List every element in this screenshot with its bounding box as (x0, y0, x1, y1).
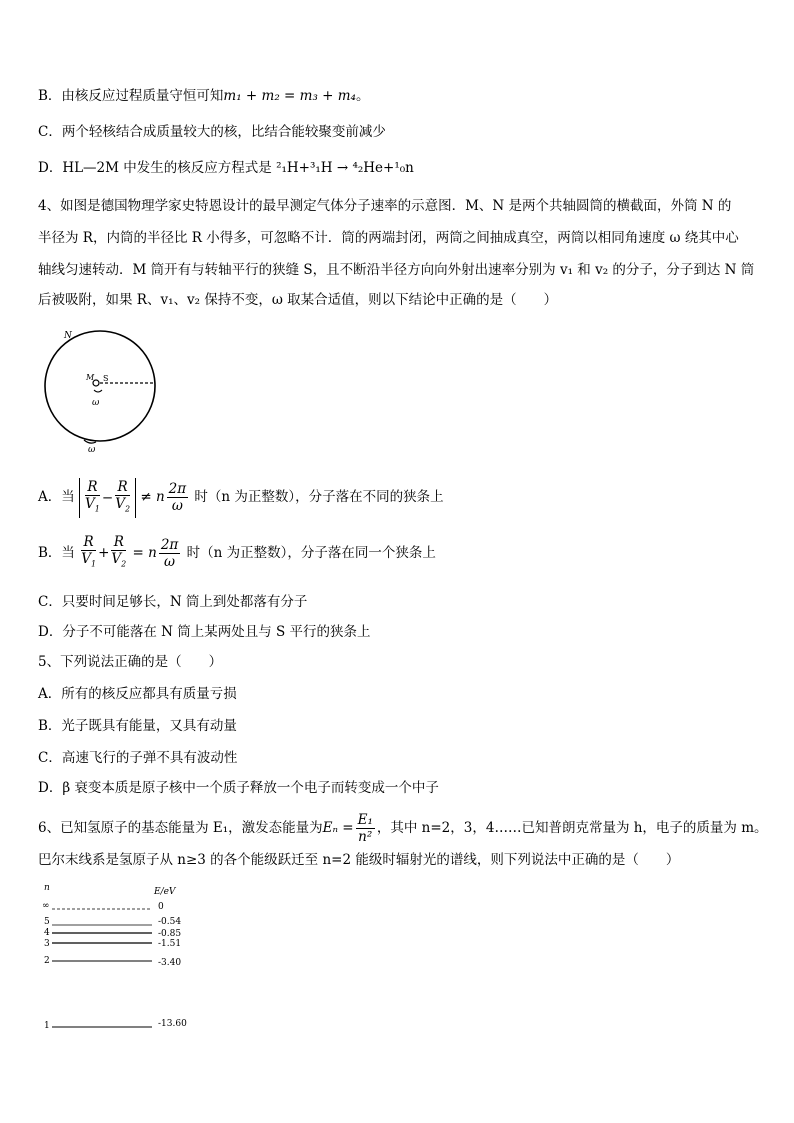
q4-a-abs-expr: $\frac{R}{V_1}$ − $\frac{R}{V_2}$ (79, 478, 136, 518)
q5-option-d: D．β 衰变本质是原子核中一个质子释放一个电子而转变成一个中子 (38, 780, 439, 796)
q5-option-b: B．光子既具有能量，又具有动量 (38, 718, 237, 734)
level-n-4: 4 (44, 928, 50, 938)
level-n-1: 1 (44, 1021, 50, 1031)
q5-stem: 5、下列说法正确的是（ ） (38, 654, 223, 670)
q3-option-c: C．两个轻核结合成质量较大的核，比结合能较聚变前减少 (38, 124, 386, 140)
nuclear-equation: ²₁H+³₁H → ⁴₂He+¹₀n (276, 160, 414, 176)
label-n: N (64, 331, 72, 341)
q6-stem-line-2: 巴尔末线系是氢原子从 n≥3 的各个能级跃迁至 n=2 能级时辐射光的谱线，则下列说法中正确的是（ ） (38, 852, 680, 868)
level-e-2: -3.40 (158, 958, 182, 968)
q4-stem-line-1: 4、如图是德国物理学家史特恩设计的最早测定气体分子速率的示意图．M、N 是两个共轴圆筒的横截面，外筒 N 的 (38, 198, 732, 214)
level-e-inf: 0 (158, 902, 164, 912)
cylinder-diagram (38, 324, 168, 454)
level-e-4: -0.85 (158, 929, 182, 939)
q4-option-b: B．当 $\frac{R}{V_1}$ + $\frac{R}{V_2}$ = n $\frac{2\pi}{\omega}$ 时（n 为正整数），分子落在同一个狭条上 (38, 534, 436, 570)
label-omega-outer: ω (88, 445, 96, 454)
label-m: M (86, 373, 95, 382)
level-n-inf: ∞ (42, 901, 50, 911)
q3-option-b: B．由核反应过程质量守恒可知m₁ + m₂ = m₃ + m₄。 (38, 88, 370, 104)
q4-option-c: C．只要时间足够长，N 筒上到处都落有分子 (38, 594, 308, 610)
q4-option-a: A．当 $\frac{R}{V_1}$ − $\frac{R}{V_2}$ ≠ n $\frac{2\pi}{\omega}$ 时（n 为正整数），分子落在不同的狭条上 (38, 476, 444, 518)
q4-option-d: D．分子不可能落在 N 筒上某两处且与 S 平行的狭条上 (38, 624, 371, 640)
q3-option-d: D．HL—2M 中发生的核反应方程式是 ²₁H+³₁H → ⁴₂He+¹₀n (38, 160, 414, 176)
level-n-3: 3 (44, 939, 50, 949)
level-n-5: 5 (44, 917, 50, 927)
axis-label-n: n (44, 883, 50, 893)
axis-label-energy: E/eV (154, 887, 176, 897)
q4-stem-line-4: 后被吸附，如果 R、v₁、v₂ 保持不变，ω 取某合适值，则以下结论中正确的是（ ） (38, 292, 558, 308)
label-omega-inner: ω (92, 398, 100, 408)
label-s: S (103, 374, 109, 383)
energy-level-diagram (36, 880, 216, 1040)
q3-option-b-equation: m₁ + m₂ = m₃ + m₄ (223, 88, 356, 104)
q4-stem-line-2: 半径为 R，内筒的半径比 R 小得多，可忽略不计．筒的两端封闭，两筒之间抽成真空，两筒以相同角速度 ω 绕其中心 (38, 230, 739, 246)
level-n-2: 2 (44, 956, 50, 966)
inner-rotation-arrow (94, 390, 102, 392)
level-e-5: -0.54 (158, 917, 182, 927)
q5-option-c: C．高速飞行的子弹不具有波动性 (38, 750, 238, 766)
outer-cylinder-circle (45, 331, 155, 441)
level-e-1: -13.60 (158, 1019, 187, 1029)
q4-stem-line-3: 轴线匀速转动．M 筒开有与转轴平行的狭缝 S，且不断沿半径方向向外射出速率分别为 v₁ 和 v₂ 的分子，分子到达 N 筒 (38, 262, 755, 278)
level-e-3: -1.51 (158, 939, 182, 949)
q6-stem-line-1: 6、已知氢原子的基态能量为 E₁，激发态能量为Eₙ = $\frac{\text{E₁}}{\text{n²}}$ ，其中 n=2，3，4……已知普朗克常量为 h，电子的质量为 m。 (38, 812, 768, 845)
q5-option-a: A．所有的核反应都具有质量亏损 (38, 686, 237, 702)
